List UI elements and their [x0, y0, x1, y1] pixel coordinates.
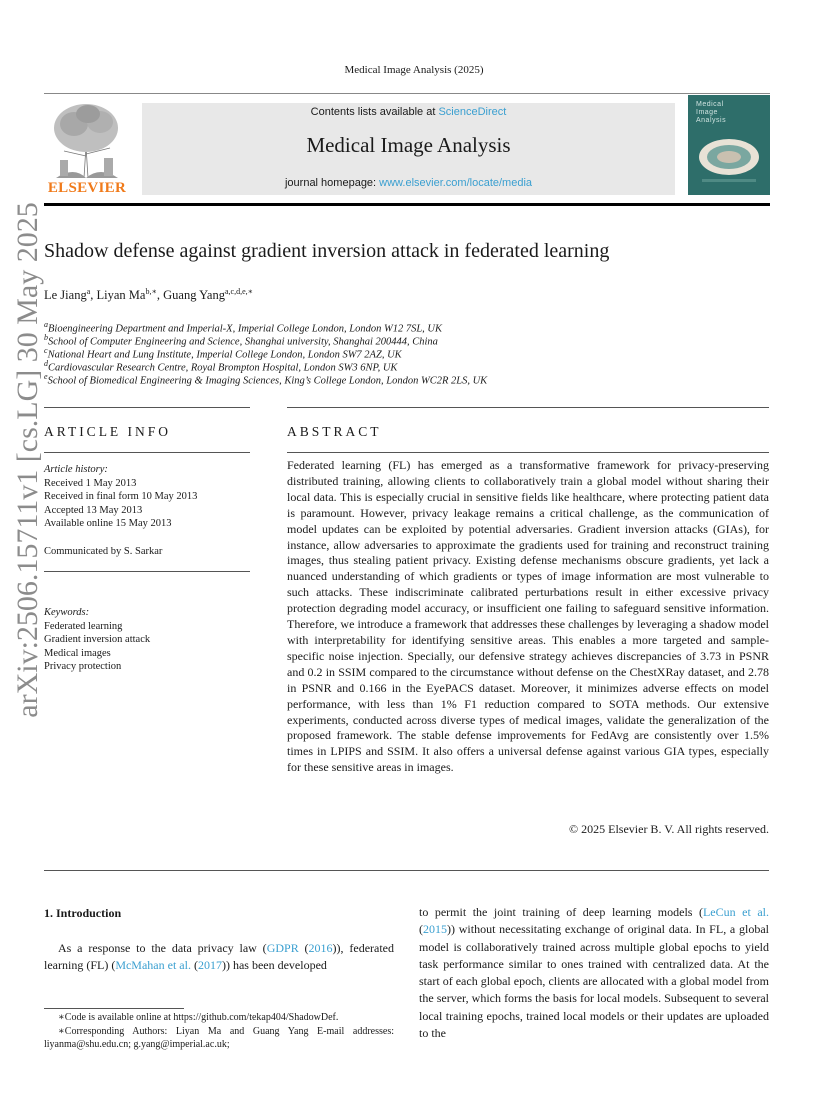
footnote-rule — [44, 1008, 184, 1009]
header-divider — [44, 93, 770, 94]
keyword: Privacy protection — [44, 661, 122, 673]
citation-link-lecun[interactable]: LeCun et al. — [702, 905, 769, 919]
footnotes — [44, 1011, 394, 1052]
journal-homepage-link[interactable]: www.elsevier.com/locate/media — [379, 177, 533, 189]
author-affiliation-mark: a — [86, 287, 91, 296]
affiliation-text: School of Computer Engineering and Science, Shanghai university, Shanghai 200444, China — [48, 336, 438, 348]
elsevier-wordmark: ELSEVIER — [47, 180, 127, 196]
history-received: Received 1 May 2013 — [44, 477, 137, 489]
author-name: Guang Yang — [163, 288, 225, 303]
cover-artwork — [694, 129, 764, 189]
communicated-by: Communicated by S. Sarkar — [44, 545, 163, 557]
arxiv-identifier-text: arXiv:2506.15711v1 [cs.LG] 30 May 2025 — [11, 202, 44, 718]
affiliation-mark: c — [44, 346, 48, 355]
author-name: Liyan Ma — [96, 288, 146, 303]
text-run: )) has been developed — [221, 958, 327, 972]
affiliation-text: National Heart and Lung Institute, Imperial College London, London SW7 2AZ, UK — [47, 349, 402, 361]
journal-title: Medical Image Analysis — [306, 133, 511, 157]
cover-title-line-1: Medical — [696, 101, 724, 108]
citation-year-link[interactable]: 2015 — [423, 922, 447, 937]
header-thick-rule — [44, 203, 770, 206]
abstract-heading: ABSTRACT — [287, 424, 382, 439]
footnote-code: ∗Code is available online at https://github.com/tekap404/ShadowDef. — [58, 1012, 339, 1023]
article-info-heading-rule — [44, 452, 250, 453]
citation-year-link[interactable]: 2017 — [197, 958, 222, 972]
citation-link-mcmahan[interactable]: McMahan et al. — [115, 958, 191, 972]
history-revised: Received in final form 10 May 2013 — [44, 491, 198, 503]
history-accepted: Accepted 13 May 2013 — [44, 504, 143, 516]
text-run: ( — [419, 922, 423, 937]
author-name: Le Jiang — [44, 288, 87, 303]
text-run: ( — [298, 941, 309, 955]
homepage-line — [142, 177, 675, 189]
keyword: Federated learning — [44, 620, 123, 632]
abstract-top-rule — [287, 407, 769, 408]
author-list: Le Jiang$^a$, Liyan $Ma^{b,∗}$, Guang Yang$^{a,c,d,e,∗}$ — [44, 287, 254, 303]
article-info-heading: ARTICLE INFO — [44, 424, 172, 439]
paper-title: Shadow defense against gradient inversion attack in federated learning — [44, 240, 610, 262]
author-affiliation-mark: a,c,d,e,∗ — [224, 287, 254, 296]
text-run: )) without necessitating exchange of original data. In FL, a global model is collaboratively trained across multiple global epochs to yield task performance similar to ones trained with centralized data. At the start of each global epoch, clients are allocated with a global model from the server, which forms the basis for local models. Subsequent to several local training epochs, trained local models or their updates are uploaded to the — [419, 922, 769, 1041]
cover-title-line-3: Analysis — [696, 117, 727, 124]
footnote-corresponding: ∗Corresponding Authors: Liyan Ma and Guang Yang E-mail addresses: liyanma@shu.edu.cn; g.yang@imperial.ac.uk; — [44, 1025, 394, 1050]
history-online: Available online 15 May 2013 — [44, 518, 172, 530]
journal-cover-image — [688, 95, 770, 195]
article-info-top-rule — [44, 407, 250, 408]
homepage-prefix: journal homepage: — [284, 177, 380, 189]
abstract-text: Federated learning (FL) has emerged as a transformative framework for privacy-preserving distributed training, allowing clients to collaboratively train a global model without sharing their local data. This is especially crucial in sensitive fields like healthcare, where protecting patient data is paramount. However, privacy leakage remains a critical challenge, as the communication of model updates can be exploited by potential adversaries. Gradient inversion attacks (GIAs), for instance, allow adversaries to approximate the gradients used for training and reconstruct training images, thus stealing patient privacy. Existing defense mechanisms obscure gradients, yet lack a nuanced understanding of which gradients or types of image information are most vulnerable to such attacks. These indiscriminate calibrated perturbations result in either excessive privacy protection degrading model accuracy, or insufficient one failing to safeguard sensitive information. Therefore, we introduce a framework that addresses these challenges by leveraging a shadow model with interpretability for identifying sensitive areas. This enables a more targeted and sample-specific noise injection. Specially, our defensive strategy achieves discrepancies of 3.73 in PSNR and 0.2 in SSIM compared to the circumstance without defense on the ChestXRay dataset, and 2.78 in PSNR and 0.166 in the EyePACS dataset. Moreover, it minimizes adverse effects on model performance, with less than 1% F1 reduction compared to SOTA methods. Our extensive experiments, conducted across diverse types of medical images, validate the generalization of the proposed framework. The stable defense improvements for FedAvg are consistently over 1.5% times in LPIPS and SSIM. It also offers a universal defense against various GIA types, especially for these sensitive areas in images. — [287, 458, 769, 775]
affiliation-text: Cardiovascular Research Centre, Royal Brompton Hospital, London SW3 6NP, UK — [48, 362, 398, 374]
introduction-paragraph-continued — [419, 904, 769, 1042]
citation-year-link[interactable]: 2016 — [308, 941, 333, 955]
affiliation-text: School of Biomedical Engineering & Imaging Sciences, King’s College London, London WC2R 2LS, UK — [47, 375, 488, 387]
history-label: Article history: — [44, 464, 108, 475]
text-run: )), federated learning (FL) ( — [44, 941, 395, 972]
citation-link-gdpr[interactable]: GDPR — [266, 941, 299, 955]
keywords-label: Keywords: — [44, 607, 90, 618]
author-affiliation-mark: b,∗ — [145, 287, 157, 296]
affiliation-mark: b — [44, 333, 48, 342]
affiliation-mark: d — [44, 359, 48, 368]
cover-title-line-2: Image — [696, 109, 718, 116]
introduction-paragraph-1 — [44, 940, 394, 974]
keywords-block — [44, 606, 250, 674]
affiliation-text: Bioengineering Department and Imperial-X, Imperial College London, London W12 7SL, UK — [48, 323, 443, 335]
keyword: Medical images — [44, 647, 111, 659]
affiliation-mark: a — [44, 320, 48, 329]
article-info-mid-rule — [44, 571, 250, 572]
text-run: ( — [190, 958, 198, 972]
affiliation-mark: e — [44, 372, 48, 381]
affiliation — [44, 370, 487, 388]
section-heading-introduction: 1. Introduction — [44, 906, 122, 920]
running-head: Medical Image Analysis (2025) — [344, 64, 484, 76]
copyright-notice: © 2025 Elsevier B. V. All rights reserved. — [569, 822, 769, 836]
text-run: As a response to the data privacy law ( — [58, 941, 267, 955]
article-history — [44, 463, 250, 559]
sciencedirect-link[interactable]: ScienceDirect — [438, 106, 507, 118]
contents-prefix: Contents lists available at — [310, 106, 439, 118]
abstract-heading-rule — [287, 452, 769, 453]
contents-line — [142, 106, 675, 118]
text-run: to permit the joint training of deep learning models ( — [419, 905, 703, 919]
keyword: Gradient inversion attack — [44, 634, 151, 646]
abstract-bottom-rule — [44, 870, 769, 871]
